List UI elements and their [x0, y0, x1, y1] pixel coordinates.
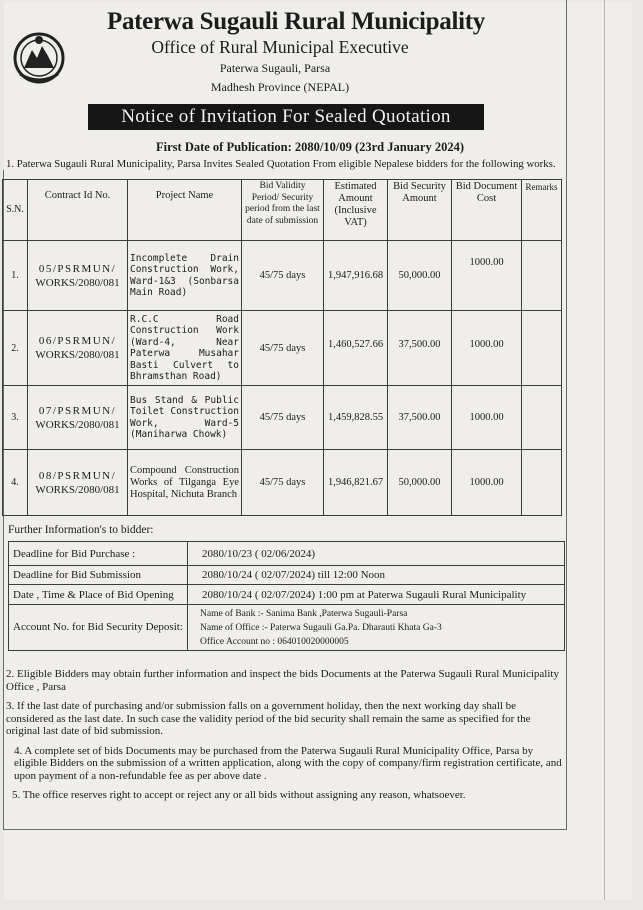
row-doc-cost: 1000.00 — [452, 450, 522, 516]
row-sn: 1. — [3, 241, 28, 311]
municipality-title: Paterwa Sugauli Rural Municipality — [106, 8, 485, 35]
row-sn: 3. — [3, 386, 28, 450]
notes-section — [6, 668, 562, 809]
row-contract-id: 07/PSRMUN/ WORKS/2080/081 — [28, 386, 128, 450]
info-value: 2080/10/24 ( 02/07/2024) 1:00 pm at Paterwa Sugauli Rural Municipality — [188, 585, 565, 605]
row-bid-security: 37,500.00 — [388, 386, 452, 450]
intro-text: 1. Paterwa Sugauli Rural Municipality, Parsa Invites Sealed Quotation From eligible Nepalese bidders for the following works. — [6, 158, 556, 170]
info-label: Deadline for Bid Purchase : — [9, 542, 188, 566]
row-project-name: R.C.C Road Construction Work (Ward-4, Near Paterwa Musahar Basti Culvert to Bhramsthan Road) — [128, 311, 242, 386]
bank-name: Name of Bank :- Sanima Bank ,Paterwa Sugauli-Parsa — [200, 608, 408, 619]
address-line-1: Paterwa Sugauli, Parsa — [219, 61, 331, 75]
contract-table — [2, 179, 562, 516]
info-value: 2080/10/24 ( 02/07/2024) till 12:00 Noon — [188, 566, 565, 585]
row-project-name: Bus Stand & Public Toilet Construction Work, Ward-5 (Maniharwa Chowk) — [128, 386, 242, 450]
row-project-name: Incomplete Drain Construction Work, Ward-1&3 (Sonbarsa Main Road) — [128, 241, 242, 311]
row-estimated: 1,947,916.68 — [324, 241, 388, 311]
row-contract-id: 05/PSRMUN/ WORKS/2080/081 — [28, 241, 128, 311]
info-row — [9, 566, 565, 585]
note-4: 4. A complete set of bids Documents may be purchased from the Paterwa Sugauli Rural Municipality Office, Parsa by eligible Bidders on the submission of a written application, along with the copy of company/firm registration certificate, and upon payment of a non-refundable fee as per above date . — [14, 744, 562, 782]
row-bid-security: 37,500.00 — [388, 311, 452, 386]
account-label: Account No. for Bid Security Deposit: — [9, 605, 188, 651]
info-label: Deadline for Bid Submission — [9, 566, 188, 585]
header-bid-validity: Bid Validity Period/ Security period from the last date of submission — [242, 180, 324, 241]
row-remarks — [522, 386, 562, 450]
row-sn: 2. — [3, 311, 28, 386]
address-line-2: Madhesh Province (NEPAL) — [210, 80, 350, 94]
table-header-row — [3, 180, 562, 241]
header-estimated: Estimated Amount (Inclusive VAT) — [324, 180, 388, 241]
row-remarks — [522, 450, 562, 516]
info-value: 2080/10/23 ( 02/06/2024) — [188, 542, 565, 566]
row-bid-validity: 45/75 days — [242, 450, 324, 516]
row-doc-cost: 1000.00 — [452, 311, 522, 386]
row-bid-security: 50,000.00 — [388, 241, 452, 311]
row-bid-validity: 45/75 days — [242, 386, 324, 450]
header-contract-id: Contract Id No. — [28, 180, 128, 241]
header-remarks: Remarks — [522, 180, 562, 241]
office-subtitle: Office of Rural Municipal Executive — [151, 37, 409, 57]
table-row — [3, 386, 562, 450]
border-bottom — [3, 829, 567, 830]
note-5: 5. The office reserves right to accept or reject any or all bids without assigning any reason, whatsoever. — [12, 789, 466, 801]
info-row — [9, 542, 565, 566]
row-remarks — [522, 241, 562, 311]
fold-line — [604, 0, 605, 900]
row-contract-id: 06/PSRMUN/ WORKS/2080/081 — [28, 311, 128, 386]
bid-info-table — [8, 541, 565, 651]
row-estimated: 1,459,828.55 — [324, 386, 388, 450]
row-estimated: 1,460,527.66 — [324, 311, 388, 386]
note-2: 2. Eligible Bidders may obtain further information and inspect the bids Documents at the Paterwa Sugauli Rural Municipality Office , Parsa — [6, 668, 559, 693]
row-sn: 4. — [3, 450, 28, 516]
row-contract-id: 08/PSRMUN/ WORKS/2080/081 — [28, 450, 128, 516]
municipality-emblem-icon — [12, 28, 66, 86]
table-row — [3, 450, 562, 516]
further-info-label: Further Information's to bidder: — [8, 524, 154, 536]
row-bid-validity: 45/75 days — [242, 311, 324, 386]
account-row — [9, 605, 565, 651]
row-remarks — [522, 311, 562, 386]
notice-banner: Notice of Invitation For Sealed Quotation — [88, 104, 484, 130]
row-doc-cost: 1000.00 — [452, 386, 522, 450]
header-project-name: Project Name — [128, 180, 242, 241]
row-bid-security: 50,000.00 — [388, 450, 452, 516]
account-details — [188, 605, 565, 651]
header-bid-document: Bid Document Cost — [452, 180, 522, 241]
office-name: Name of Office :- Paterwa Sugauli Ga.Pa. Dharauti Khata Ga-3 — [200, 622, 442, 633]
header-bid-security: Bid Security Amount — [388, 180, 452, 241]
publication-date: First Date of Publication: 2080/10/09 (23rd January 2024) — [156, 140, 464, 154]
border-right — [566, 0, 567, 830]
info-row — [9, 585, 565, 605]
account-number: Office Account no : 064010020000005 — [200, 636, 349, 647]
table-row — [3, 311, 562, 386]
note-3: 3. If the last date of purchasing and/or submission falls on a government holiday, then the next working day shall be considered as the last date. In such case the validity period of the bid security shall remain the same as specified for the original last date of bid submission. — [6, 700, 531, 737]
row-estimated: 1,946,821.67 — [324, 450, 388, 516]
row-project-name: Compound Construction Works of Tilganga Eye Hospital, Nichuta Branch — [128, 450, 242, 516]
table-row — [3, 241, 562, 311]
row-doc-cost: 1000.00 — [452, 241, 522, 311]
row-bid-validity: 45/75 days — [242, 241, 324, 311]
info-label: Date , Time & Place of Bid Opening — [9, 585, 188, 605]
header-sn: S.N. — [3, 180, 28, 241]
